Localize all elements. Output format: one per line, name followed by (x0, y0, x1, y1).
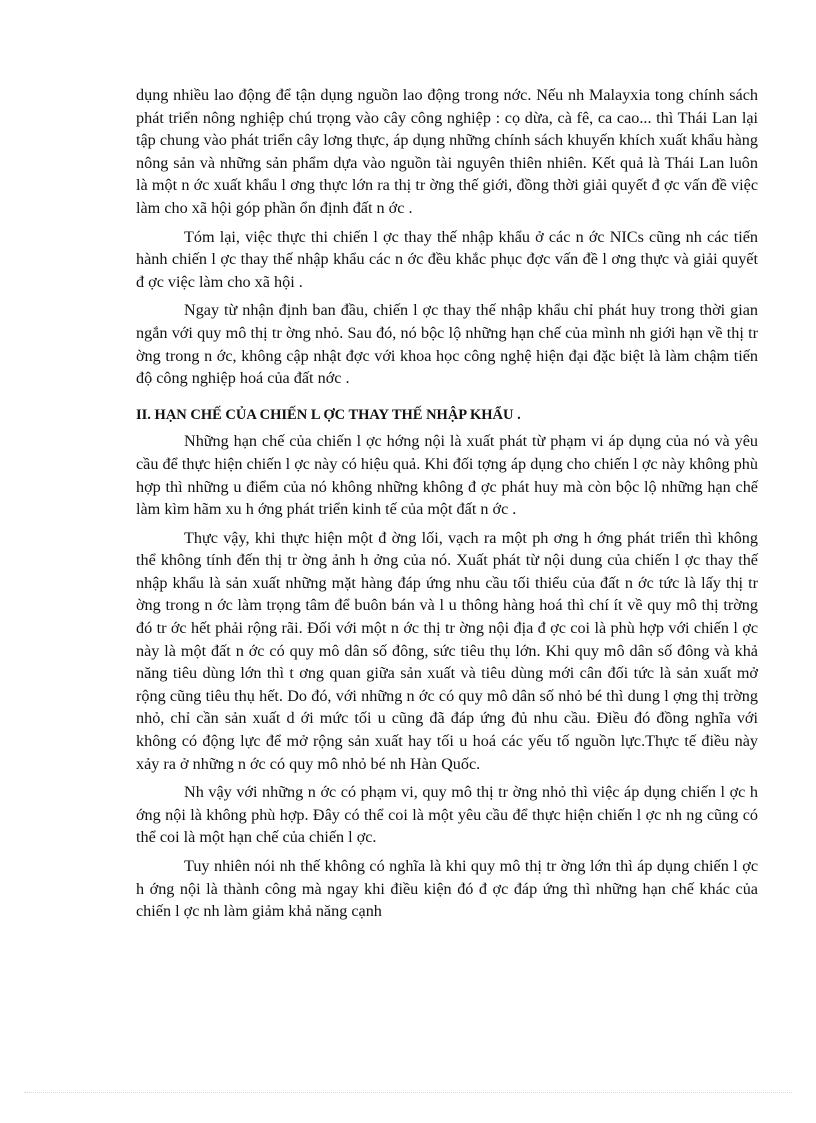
paragraph-initial-assessment: Ngay từ nhận định ban đầu, chiến l ợc thay thế nhập khẩu chỉ phát huy trong thời gian ngắn với quy mô thị tr ờng nhỏ. Sau đó, nó bộc lộ những hạn chế của mình nh giới hạn về thị tr ờng trong n ớc, không cập nhật đợc với khoa học công nghệ hiện đại đặc biệt là làm chậm tiến độ công nghiệp hoá của đất nớc . (136, 301, 758, 388)
paragraph-large-market-caveat: Tuy nhiên nói nh thế không có nghĩa là khi quy mô thị tr ờng lớn thì áp dụng chiến l ợc h ớng nội là thành công mà ngay khi điều kiện đó đ ợc đáp ứng thì những hạn chế khác của chiến l ợc nh làm giảm khả năng cạnh (136, 857, 758, 921)
paragraph-market-scale: Thực vậy, khi thực hiện một đ ờng lối, vạch ra một ph ơng h ớng phát triển thì không thể không tính đến thị tr ờng ảnh h ởng của nó. Xuất phát từ nội dung của chiến l ợc thay thế nhập khẩu là sản xuất những mặt hàng đáp ứng nhu cầu tối thiểu của đất n ớc tức là lấy thị tr ờng trong n ớc làm trọng tâm để buôn bán và l u thông hàng hoá thì chí ít về quy mô thị trờng đó tr ớc hết phải rộng rãi. Đối với một n ớc thị tr ờng nội địa đ ợc coi là phù hợp với chiến l ợc này là một đất n ớc có quy mô dân số đông, sức tiêu thụ lớn. Khi quy mô dân số đông và khả năng tiêu dùng lớn thì t ơng quan giữa sản xuất và tiêu dùng mới cân đối tức là sản xuất mở rộng cũng tiêu thụ hết. Do đó, với những n ớc có quy mô dân số nhỏ bé thì dung l ợng thị trờng nhỏ, chỉ cần sản xuất d ới mức tối u cũng đã đáp ứng đủ nhu cầu. Điều đó đồng nghĩa với không có động lực để mở rộng sản xuất hay tối u hoá các yếu tố nguồn lực.Thực tế điều này xảy ra ở những n ớc có quy mô nhỏ bé nh Hàn Quốc. (136, 528, 758, 773)
page-bottom-divider (24, 1092, 792, 1093)
section-heading-limitations: II. HẠN CHẾ CỦA CHIẾN L ỢC THAY THẾ NHẬP KHẨU . (136, 406, 521, 423)
paragraph-small-market-conclusion: Nh vậy với những n ớc có phạm vi, quy mô thị tr ờng nhỏ thì việc áp dụng chiến l ợc h ớng nội là không phù hợp. Đây có thể coi là một yêu cầu để thực hiện chiến l ợc nh ng cũng có thể coi là một hạn chế của chiến l ợc. (136, 783, 758, 847)
paragraph-malaysia-thailand: dụng nhiều lao động để tận dụng nguồn lao động trong nớc. Nếu nh Malayxia tong chính sách phát triển nông nghiệp chú trọng vào cây công nghiệp : cọ dừa, cà fê, ca cao... thì Thái Lan lại tập chung vào phát triển cây lơng thực, áp dụng những chính sách khuyến khích xuất khẩu hàng nông sản và những sản phẩm dựa vào nguồn tài nguyên thiên nhiên. Kết quả là Thái Lan luôn là một n ớc xuất khẩu l ơng thực lớn ra thị tr ờng thế giới, đồng thời giải quyết đ ợc vấn đề việc làm cho xã hội góp phần ổn định đất n ớc . (136, 86, 758, 217)
paragraph-limitations-origin: Những hạn chế của chiến l ợc hớng nội là xuất phát từ phạm vi áp dụng của nó và yêu cầu để thực hiện chiến l ợc này có hiệu quả. Khi đối tợng áp dụng cho chiến l ợc này không phù hợp thì những u điểm của nó không những không đ ợc phát huy mà còn bộc lộ những hạn chế làm kìm hãm xu h ớng phát triển kinh tế của một đất n ớc . (136, 432, 758, 519)
paragraph-summary-nics: Tóm lại, việc thực thi chiến l ợc thay thế nhập khẩu ở các n ớc NICs cũng nh các tiến hành chiến l ợc thay thế nhập khẩu các n ớc đều khắc phục đợc vấn đề l ơng thực và giải quyết đ ợc việc làm cho xã hội . (136, 227, 758, 291)
document-page (136, 84, 758, 929)
